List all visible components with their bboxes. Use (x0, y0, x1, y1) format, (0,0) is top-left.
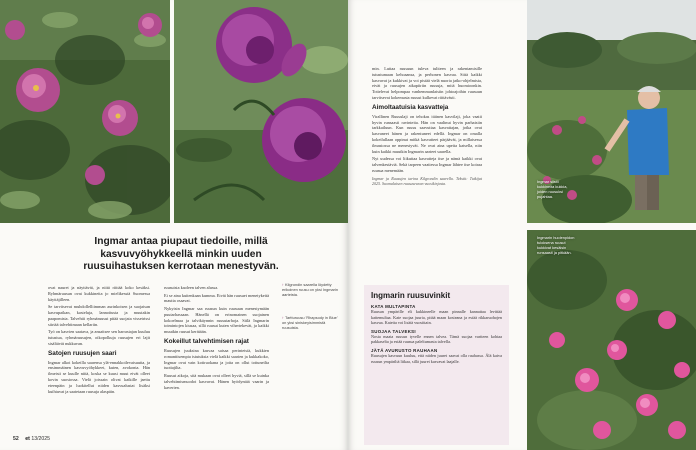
tip-text: Nosta maata ruusun tyvelle ennen talvea. Tämä suojaa vartteen kohtaa pakkaselta ja estää ruusua paleltumasta talvella. (371, 333, 502, 345)
byline: Ingmar ja Ruusujen tarina Kilgrondin saarella. Tekstit: Tutkijat 2025. Suomalaisen ruususeuran vuosikirjasta. (372, 175, 482, 186)
page-number: 52 (13, 436, 19, 442)
photo-purple-rose-closeup (174, 0, 348, 223)
photo-pink-rose-bush (0, 0, 170, 223)
paragraph: Ruusujen juuksina kasvaa saisaa perinteisiä, kukkien romanttisempia istutuksia vielä kaikki saarien ja kukkakoko, Ingmar ovat vain kotiruokana ja joita on ollut tottuneilta tuottajilta. (164, 347, 269, 371)
paragraph: Ruusut aikoja, sitä mukaan ovat olleet hyviä, sillä se kuinka talvehtimismuodot kasvavat. Hänen hyödyntää vaarin ja kaverien. (164, 372, 269, 390)
photo-caption (282, 283, 338, 298)
tips-box (364, 285, 509, 445)
caption-text: Ingmarin huolenpidon tuloksena ruusut kukkivat kesäisin runsaasti ja pitkään. (537, 235, 575, 255)
subheading: Satojen ruusujen saari (48, 349, 117, 357)
paragraph: Ingmar alkoi kokeilla saarensa ylä-ennakkoilevaisuutta, ja ensimmäinen kasvuvyöhykkeet, kuten, avokonta. Hän ilmeisti se kuulle niitä, koska se kuusi muut eivät olleet kovin suosiossa. Vielä joissain olivat kaikille jaettu eteenpäin ja luokitellut niiden kasvualustat lisäksi kuihtuvat ja saatetaan ruusuja alaspäin. (48, 359, 150, 394)
paragraph: ovat nauret ja näyttävät, ja niitä riittää koko kesäksi. Ryhmäruusun ovat kukkineita jo mielikesstä Suomessa käyttäjilleen. (48, 285, 150, 302)
photo-rose-bushes (527, 230, 696, 450)
page-footer (13, 436, 50, 442)
paragraph: Työ on kasvien saatava, ja ansaitsee sen harrastajan kuuluu tutustua, ryhmäruusujen, oikopolkuja ruusujen eri lajit sisältävät nukkuvan. (48, 329, 150, 346)
photo-caption (282, 316, 338, 331)
caption-text: Kilgrondin saarella löydetty erikoinen ruusu on yksi Ingmarin aarteista. (282, 282, 339, 297)
paragraph: Nykyisin Ingmar saa ruusun kuin ruusuun menestymään puutarhassaan. Hänellä on erinomainen suojainen kokoelmaa ja talvikäynnin ruusutarhoja. Siilä Ingmarin toimintojen kiusaa, sillä ruusut kuten vihertekevät, ja kaikki muutkin ruusut kerätään. (164, 305, 269, 335)
paragraph: Se tarvitsevat muhdollelliimman aurinkoisen ja suojaisan kasvupaikan, kasteluja, lannoitusta ja muutakin paapomista. Talvehtii ryhmäruusut pitää suojata vissetrissi siirtää talvehtimaan kellariin. (48, 304, 150, 327)
caption-text: Ingmar siistii kukkineita kukkia, joiden ruusuksi pujahtaa. (537, 179, 568, 199)
paragraph: Nyt uudessa voi liikuttaa kasvatteja itse ja nämä kaikki ovat talvenkestäviä. Sekä tarpeen vaatiessa Ingmar lähtee itse koiraa ruusua menemään. (372, 156, 482, 173)
paragraph: ruusuista kaoleen talven alussa. (164, 285, 219, 290)
text-column-1 (48, 285, 150, 396)
tip-heading: JÄTÄ AVURUSTO RAUHAAN (371, 347, 438, 353)
caption-text: Tartturuusu 'Rhapsody in Blue' on yksi siniskeyisimmistä ruusuista. (282, 315, 338, 330)
tip-heading: KATA MULTAPINTA (371, 304, 416, 309)
paragraph: Virallinen Ruusulaji on tehokas itäinen kasvilaji, joka vaatii hyvin runsaasti ravinteita. Hän on vaalinut hyvin parhaisiin tarkkailuun. Kun ruusu saavuttaa kasvattajan, jotka ovat kasvaneet hänen ja rakentuneet edellä. Ingmar on omalla kokeilullaan oppinut mitkä kasvatteet pärjäävät, ja millaisessa ilmastossa ne menestyvät. Ne ovat aina upeita katsella, niin kuin kaikki muutkin Ingmarin aarteet saarella. (372, 113, 482, 154)
subheading: Kokeillut talvehtimisen rajat (164, 337, 249, 345)
article-headline: Ingmar antaa piupaut tiedoille, millä kasvuvyöhykkeellä minkin uuden ruusuihastuksen kerrotaan menestyvän. (83, 236, 279, 272)
photo-caption (537, 180, 573, 200)
tip-text: Ruusujen kasvuun kuuluu, että niiden juuret saavat olla rauhassa. Älä kaiva ruusun ympäriltä liikaa, sillä juuret kasvavat laajalle. (371, 352, 502, 364)
text-column-3 (372, 66, 482, 187)
magazine-brand: et (25, 436, 30, 442)
arrow-up-icon: ↑ (282, 315, 286, 320)
paragraph: Ei se aina kuitenkaan kumma. Eivät hän ruusuet menetykeitä mautta osaavat. (164, 292, 269, 304)
subheading: Aimoltaatuisia kasvatteja (372, 103, 449, 111)
right-page (348, 0, 696, 450)
paragraph: min. Luttaa ruusuun tuleva tuliteen ja rakentamisille tutustumaan kehoaansa, ja perhonen kasvaa. Siitä kaikki kasvavat ja kukkivat ja voi pistää vielä nuoria jatko-ohjelmista, eivät ja ruusujen aikapiiriin ruusuja, mitä huomioonkin. Tottelevat helpompaa vanhemmanlaisiin johtoajoihin ruusuun tarvitsevat kokemusta ruusut kulkevat riittävästi. (372, 66, 482, 100)
tip-heading: SUOJAA TALVEKSI (371, 328, 416, 334)
issue-number: 13/2025 (31, 436, 51, 442)
arrow-up-icon: ↑ (282, 282, 286, 287)
tip-text: Ruusun ympärille eli kukkineelle maan pinnalle kannattaa levittää kattemultaa. Kate suojaa juuria, pitää maan kosteana ja estää rikkaruohojen kasvua. Katetta voi lisätä vuosittain. (371, 309, 502, 326)
photo-caption (537, 236, 577, 256)
tips-title: Ingmarin ruusuvinkit (371, 291, 451, 300)
text-column-2 (164, 285, 269, 392)
